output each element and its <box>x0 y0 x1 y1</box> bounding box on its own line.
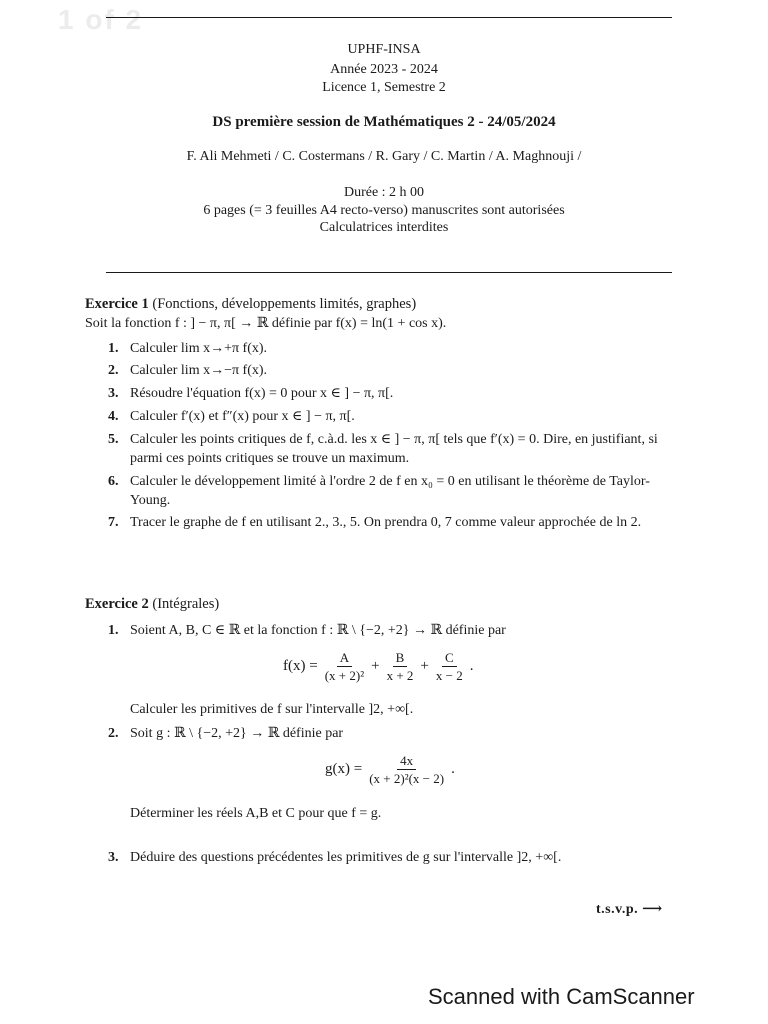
period: . <box>451 761 455 777</box>
authors: F. Ali Mehmeti / C. Costermans / R. Gary / C. Martin / A. Maghnouji / <box>186 149 582 164</box>
item-number: 4. <box>108 409 119 424</box>
item-text: Tracer le graphe de f en utilisant 2., 3., 5. On prendra 0, 7 comme valeur approchée de ln 2. <box>130 515 642 530</box>
turn-page-note: t.s.v.p. ⟶ <box>596 902 663 917</box>
exercise2-label: Exercice 2 <box>85 596 149 612</box>
exercise1-item <box>108 384 688 403</box>
item-number: 7. <box>108 515 119 530</box>
item-number: 5. <box>108 432 119 447</box>
fraction-a <box>322 649 367 684</box>
level: Licence 1, Semestre 2 <box>322 80 446 95</box>
page-counter: 1 of 2 <box>58 4 144 35</box>
item-text: Calculer f′(x) et f″(x) pour x ∈ ] − π, π[. <box>130 409 355 424</box>
top-rule <box>106 17 672 18</box>
exercise2-item3 <box>108 848 688 867</box>
exercise2-item1 <box>108 621 688 640</box>
exercise1-label: Exercice 1 <box>85 296 149 312</box>
item-number: 2. <box>108 363 119 378</box>
calculator-rule: Calculatrices interdites <box>319 220 449 235</box>
denominator: (x + 2)² <box>324 668 365 683</box>
equation-f <box>283 649 473 684</box>
exercise2-item2 <box>108 724 688 743</box>
item-text: Calculer lim x→+π f(x). <box>130 341 268 356</box>
numerator: B <box>393 649 408 667</box>
exercise1-item <box>108 472 688 510</box>
institution: UPHF-INSA <box>347 42 421 57</box>
item-text: Calculer le développement limité à l'ordre 2 de f en x₀ = 0 en utilisant le théorème de Taylor-Young. <box>130 474 650 508</box>
denominator: (x + 2)²(x − 2) <box>369 771 445 786</box>
denominator: x + 2 <box>386 668 414 683</box>
exercise1-topic: (Fonctions, développements limités, graphes) <box>152 296 417 312</box>
equation-lhs: g(x) = <box>325 761 363 777</box>
exercise1-item <box>108 407 688 426</box>
item-number: 3. <box>108 386 119 401</box>
exercise1-heading <box>85 296 416 313</box>
academic-year: Année 2023 - 2024 <box>330 62 438 77</box>
item-text: Déduire des questions précédentes les primitives de g sur l'intervalle ]2, +∞[. <box>130 850 562 865</box>
item-text: Calculer lim x→−π f(x). <box>130 363 268 378</box>
separator-rule <box>106 272 672 273</box>
numerator: 4x <box>397 752 416 770</box>
item-number: 1. <box>108 623 119 638</box>
exercise2-topic: (Intégrales) <box>152 596 220 612</box>
numerator: A <box>337 649 352 667</box>
numerator: C <box>442 649 457 667</box>
exercise1-intro: Soit la fonction f : ] − π, π[ → ℝ définie par f(x) = ln(1 + cos x). <box>85 316 447 331</box>
equation-g <box>325 752 455 787</box>
duration: Durée : 2 h 00 <box>343 185 425 200</box>
equation-lhs: f(x) = <box>283 658 318 674</box>
plus-sign: + <box>371 658 380 674</box>
exercise1-item <box>108 430 688 468</box>
item-text: Soient A, B, C ∈ ℝ et la fonction f : ℝ \ {−2, +2} → ℝ définie par <box>130 623 506 638</box>
item2-followup: Déterminer les réels A,B et C pour que f = g. <box>130 806 382 821</box>
denominator: x − 2 <box>435 668 463 683</box>
item-number: 2. <box>108 726 119 741</box>
fraction-g <box>366 752 447 787</box>
plus-sign: + <box>420 658 429 674</box>
item-number: 6. <box>108 474 119 489</box>
item-number: 3. <box>108 850 119 865</box>
exercise1-item <box>108 339 688 358</box>
item1-followup: Calculer les primitives de f sur l'intervalle ]2, +∞[. <box>130 702 414 717</box>
exam-title: DS première session de Mathématiques 2 - 24/05/2024 <box>212 114 556 130</box>
allowed-materials: 6 pages (= 3 feuilles A4 recto-verso) manuscrites sont autorisées <box>203 203 565 218</box>
item-text: Soit g : ℝ \ {−2, +2} → ℝ définie par <box>130 726 344 741</box>
exercise2-heading <box>85 596 219 613</box>
item-text: Calculer les points critiques de f, c.à.d. les x ∈ ] − π, π[ tels que f′(x) = 0. Dire, en justifiant, si parmi ces points critiques se trouve un maximum. <box>130 432 658 466</box>
camscanner-watermark: Scanned with CamScanner <box>428 984 695 1009</box>
period: . <box>469 658 474 674</box>
item-number: 1. <box>108 341 119 356</box>
item-text: Résoudre l'équation f(x) = 0 pour x ∈ ] − π, π[. <box>130 386 394 401</box>
exercise1-item <box>108 361 688 380</box>
fraction-b <box>384 649 417 684</box>
exercise1-item <box>108 513 688 532</box>
fraction-c <box>433 649 466 684</box>
